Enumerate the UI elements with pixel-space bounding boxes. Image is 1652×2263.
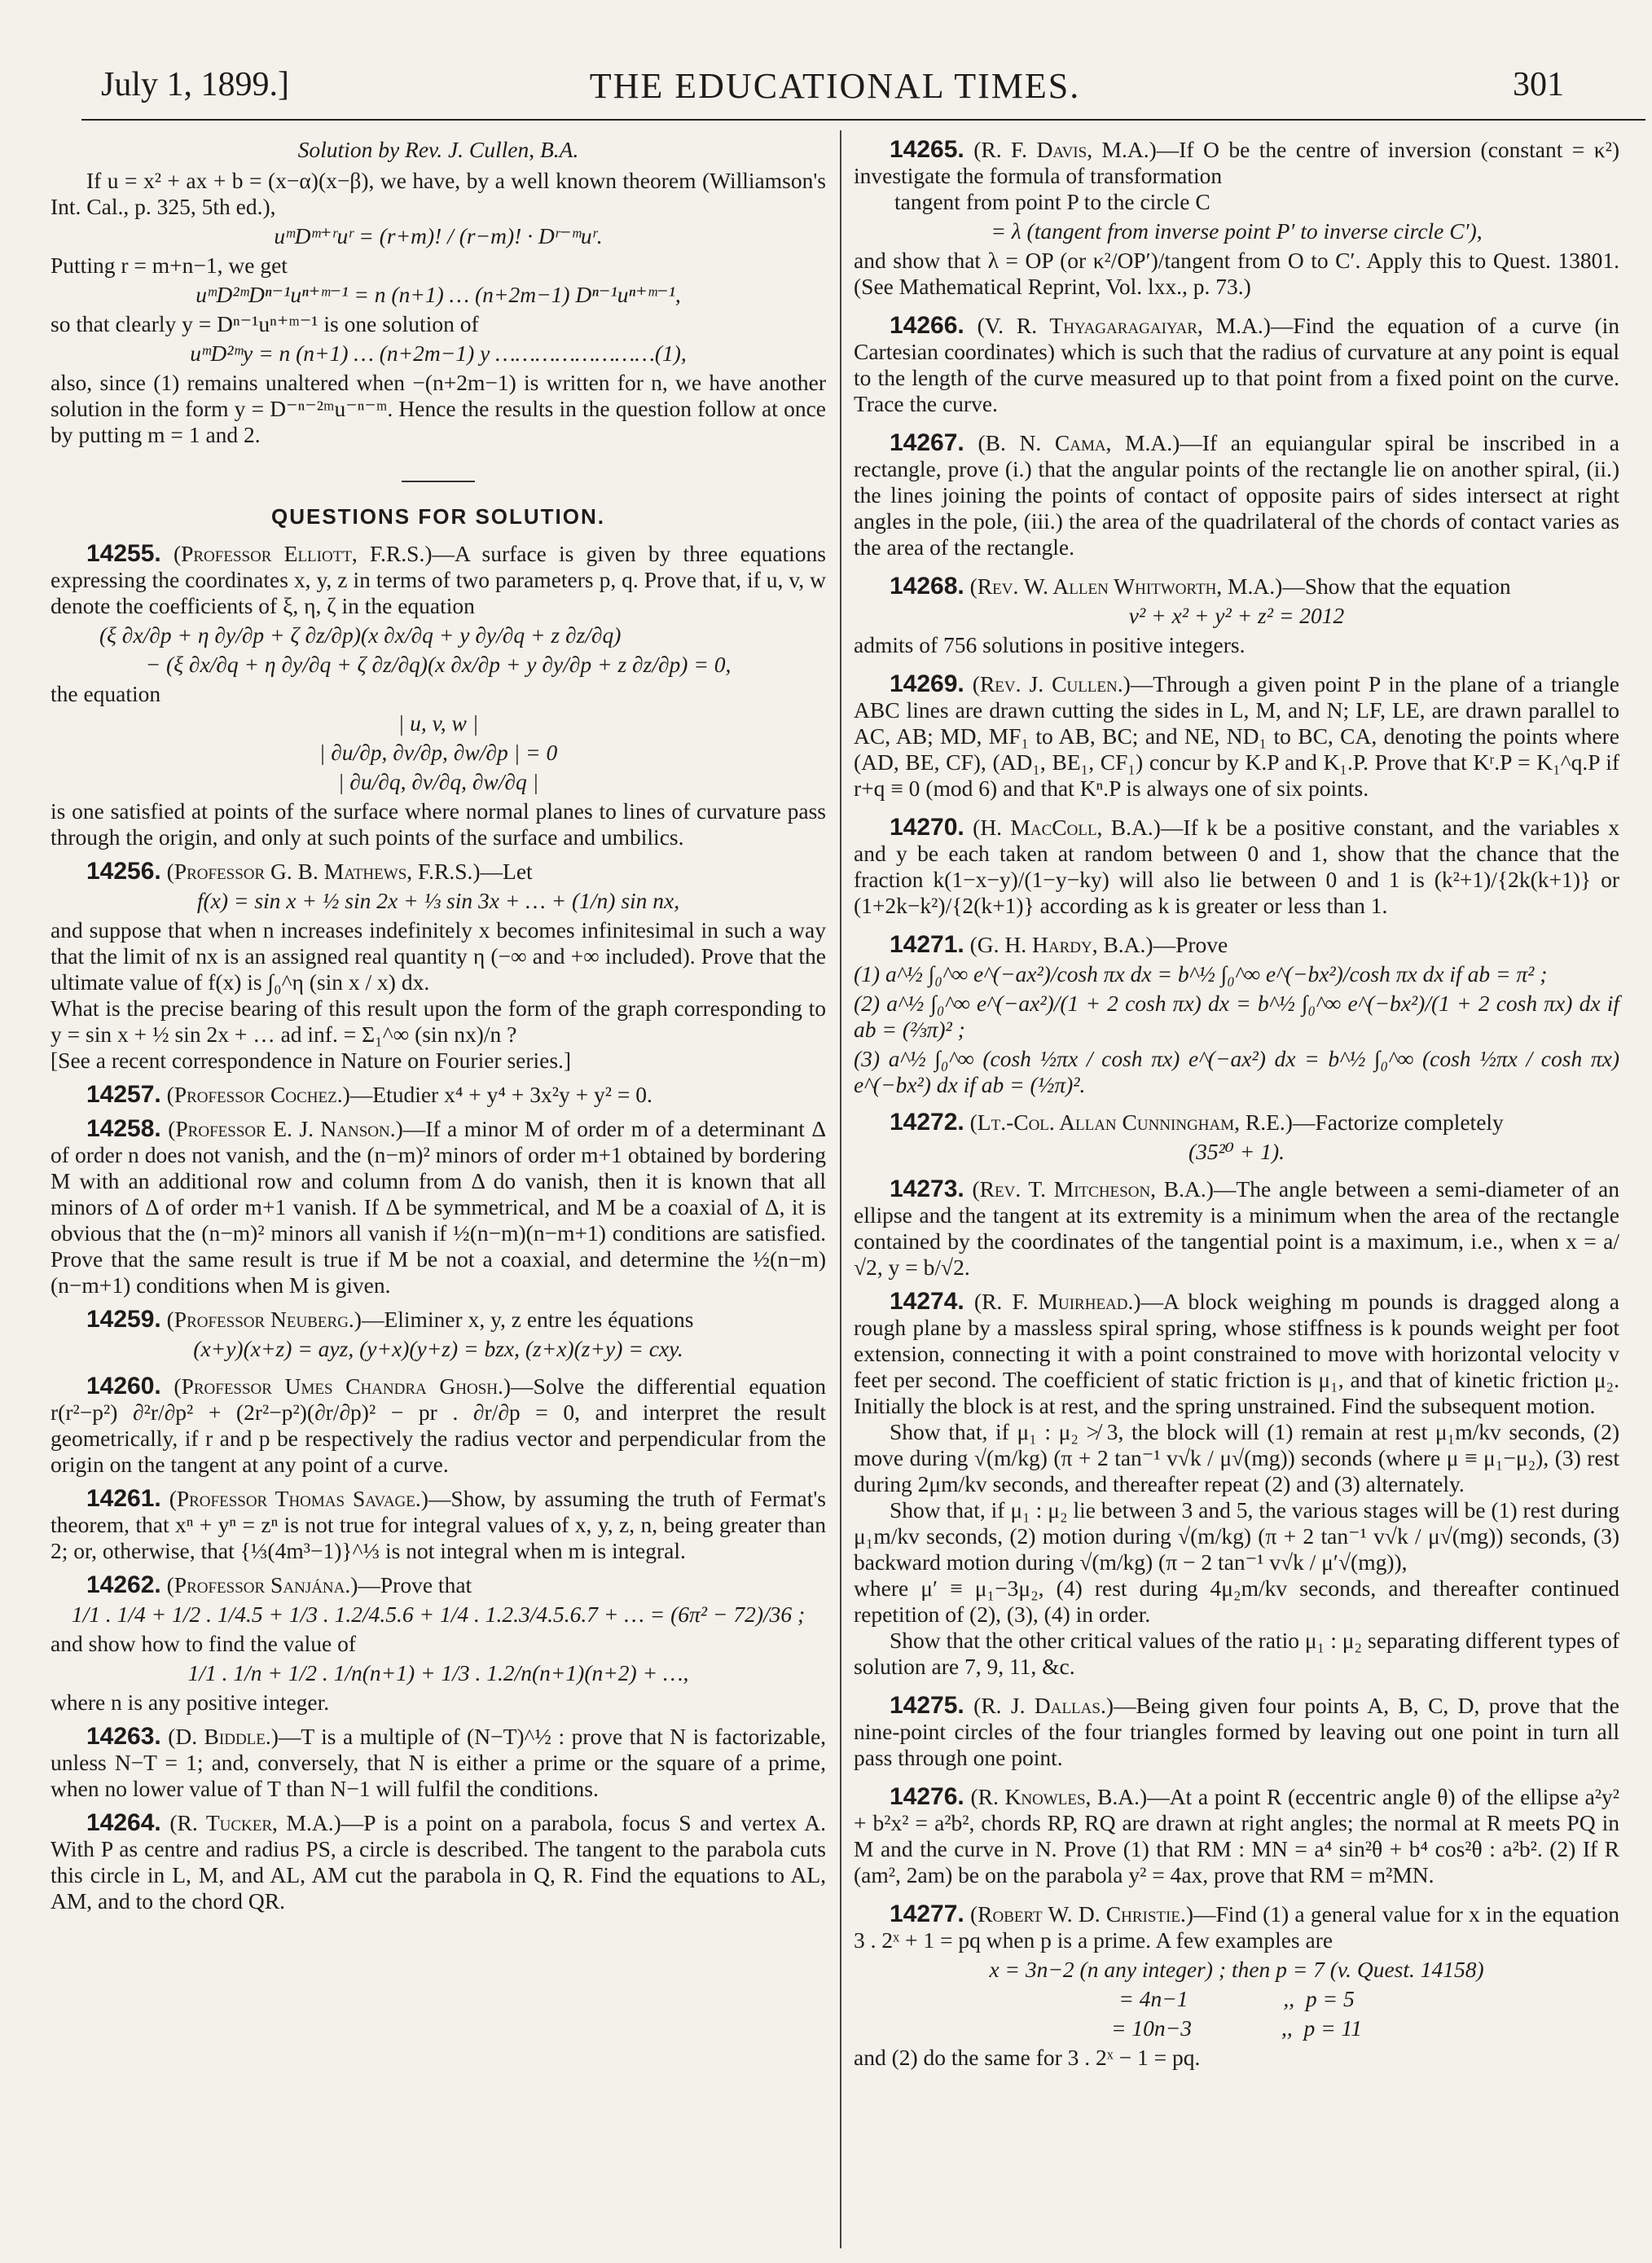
right-column (854, 137, 1619, 2071)
question-text: and (2) do the same for 3 . 2ˣ − 1 = pq. (854, 2045, 1201, 2070)
solution-paragraph: so that clearly y = Dⁿ⁻¹uⁿ⁺ᵐ⁻¹ is one solution of (51, 311, 479, 336)
question-author: (Robert W. D. Christie.) (969, 1901, 1193, 1927)
question-text: —Let (480, 859, 533, 884)
question-author: (Professor E. J. Nanson.) (168, 1116, 403, 1141)
question-text: —Show, by assuming the truth of Fermat's theorem, that xⁿ + yⁿ = zⁿ is not true for integral values of x, y, z, n, being greater than 2; or, otherwise, that {⅓(4m³−1)}^⅓ is not integral when m is integral. (51, 1486, 826, 1563)
section-heading: QUESTIONS FOR SOLUTION. (270, 504, 605, 529)
question-text: —Factorize completely (1292, 1110, 1504, 1135)
journal-title: THE EDUCATIONAL TIMES. (589, 66, 1081, 106)
question-text: Show that, if μ₁ : μ₂ lie between 3 and 5, the various stages will be (1) rest during μ₁m/kv seconds, (2) motion during √(m/kg) (π + 2 tan⁻¹ v√k / μ√(mg)) seconds, (3) backward motion during √(m/kg) (π − 2 tan⁻¹ v√k / μ′√(mg)), (854, 1497, 1619, 1575)
question-author: (G. H. Hardy, B.A.) (969, 932, 1153, 957)
question-14256 (51, 859, 826, 885)
question-author: (Professor Umes Chandra Ghosh.) (174, 1373, 512, 1399)
question-author: (Professor Sanjána.) (166, 1572, 358, 1597)
question-14273 (854, 1176, 1619, 1281)
question-number: 14277. (890, 1900, 964, 1927)
determinant-row: | u, v, w | (398, 710, 479, 736)
example-line: x = 3n−2 (n any integer) ; then p = 7 (v. Quest. 14158) (989, 1957, 1484, 1982)
question-author: (V. R. Thyagaragaiyar, M.A.) (977, 313, 1271, 338)
question-author: (Rev. W. Allen Whitworth, M.A.) (969, 573, 1283, 599)
equation-line: (ξ ∂x/∂p + η ∂y/∂p + ζ ∂z/∂p)(x ∂x/∂q + y ∂y/∂q + z ∂z/∂q) (99, 622, 622, 648)
question-number: 14259. (86, 1306, 161, 1333)
solution-paragraph: If u = x² + ax + b = (x−α)(x−β), we have, by a well known theorem (Williamson's Int. Cal., p. 325, 5th ed.), (51, 168, 826, 219)
question-text: What is the precise bearing of this result upon the form of the graph corresponding to y = sin x + ½ sin 2x + … ad inf. = Σ₁^∞ (sin nx)/n ? (51, 995, 826, 1047)
question-author: (Professor Neuberg.) (166, 1307, 362, 1332)
question-text: —If k be a positive constant, and the variables x and y be each taken at random between 0 and 1, show that the chance that the fraction k(1−x−y)/(1−y−ky) will also lie between 0 and 1 is (k²+1)/{2k(k+1)} or (1+2k−k²)/{2(k+1)} according as k is greater or less than 1. (854, 815, 1620, 918)
question-14258 (51, 1116, 826, 1298)
question-text: —Find the equation of a curve (in Cartesian coordinates) which is such that the radius of curvature at any point is equal to the length of the curve measured up to that point from a fixed point on the curve. Trace the curve. (854, 313, 1620, 416)
question-text: —Show that the equation (1282, 573, 1511, 599)
question-author: (D. Biddle.) (168, 1724, 279, 1749)
question-number: 14266. (890, 312, 964, 339)
question-14275 (854, 1693, 1619, 1771)
equation-line: f(x) = sin x + ½ sin 2x + ⅓ sin 3x + … + (1/n) sin nx, (196, 888, 680, 913)
equation-line: − (ξ ∂x/∂q + η ∂y/∂q + ζ ∂z/∂q)(x ∂x/∂p + y ∂y/∂p + z ∂z/∂p) = 0, (145, 652, 732, 677)
question-14269 (854, 671, 1619, 802)
running-header (81, 65, 1588, 122)
example-line: = 10n−3 ,, p = 11 (1110, 2015, 1362, 2041)
question-author: (Rev. T. Mitcheson, B.A.) (972, 1176, 1214, 1202)
question-text: —If O be the centre of inversion (constant = κ²) investigate the formula of transformation (854, 137, 1620, 188)
question-text: —Prove that (358, 1572, 472, 1597)
question-number: 14260. (86, 1373, 161, 1400)
question-text: Show that the other critical values of the ratio μ₁ : μ₂ separating different types of solution are 7, 9, 11, &c. (854, 1628, 1619, 1679)
solution-equation: uᵐD²ᵐy = n (n+1) … (n+2m−1) y ……………………(1), (190, 341, 687, 366)
question-14265 (854, 137, 1619, 189)
question-number: 14268. (890, 573, 964, 600)
equation-line: v² + x² + y² + z² = 2012 (1128, 603, 1345, 628)
formula-line: tangent from point P to the circle C (894, 189, 1210, 214)
solution-equation: uᵐDᵐ⁺ʳuʳ = (r+m)! / (r−m)! · Dʳ⁻ᵐuʳ. (274, 223, 603, 248)
question-14270 (854, 815, 1619, 919)
question-number: 14274. (890, 1288, 964, 1315)
question-14255 (51, 541, 826, 619)
solution-equation: uᵐD²ᵐDⁿ⁻¹uⁿ⁺ᵐ⁻¹ = n (n+1) … (n+2m−1) Dⁿ⁻¹uⁿ⁺ᵐ⁻¹, (196, 282, 681, 307)
question-author: (Lt.-Col. Allan Cunningham, R.E.) (969, 1110, 1293, 1135)
question-author: (Professor Thomas Savage.) (169, 1486, 428, 1511)
question-author: (R. F. Davis, M.A.) (973, 137, 1157, 162)
question-number: 14269. (890, 670, 964, 697)
question-14266 (854, 313, 1619, 417)
question-number: 14256. (86, 858, 161, 885)
question-text: —Prove (1153, 932, 1228, 957)
equation-line: (35²⁰ + 1). (1188, 1139, 1285, 1164)
question-text: —Being given four points A, B, C, D, prove that the nine-point circles of the four triangles formed by leaving out one point in turn all pass through one point. (854, 1693, 1619, 1770)
question-number: 14275. (890, 1692, 964, 1719)
question-14267 (854, 430, 1619, 560)
question-text: —A surface is given by three equations expressing the coordinates x, y, z in terms of two parameters p, q. Prove that, if u, v, w denote the coefficients of ξ, η, ζ in the equation (51, 541, 827, 618)
question-text: —Through a given point P in the plane of a triangle ABC lines are drawn cutting the sides in L, M, and N; LF, LE, are drawn parallel to AC, AB; MD, MF₁ to AB, BC; and NE, ND₁ to BC, CA, denoting the points where (AD, BE, CF), (AD₁, BE₁, CF₁) concur by K.P and K₁.P. Prove that Kʳ.P = K₁^q.P if r+q ≡ 0 (mod 6) and that Kⁿ.P is always one of six points. (854, 671, 1619, 801)
equation-line: 1/1 . 1/n + 1/2 . 1/n(n+1) + 1/3 . 1.2/n(n+1)(n+2) + …, (187, 1660, 689, 1685)
solution-byline: Solution by Rev. J. Cullen, B.A. (297, 137, 579, 162)
question-text: and show that λ = OP (or κ²/OP′)/tangent from O to C′. Apply this to Quest. 13801. (See Mathematical Reprint, Vol. lxx., p. 73.) (854, 248, 1619, 299)
question-text: where n is any positive integer. (51, 1690, 330, 1715)
question-14276 (854, 1784, 1619, 1888)
question-14274 (854, 1289, 1619, 1419)
question-author: (H. MacColl, B.A.) (973, 815, 1161, 840)
question-number: 14261. (86, 1485, 161, 1512)
page-number: 301 (1513, 66, 1564, 103)
equation-line: (3) a^½ ∫₀^∞ (cosh ½πx / cosh πx) e^(−ax²) dx = b^½ ∫₀^∞ (cosh ½πx / cosh πx) e^(−bx²) dx if ab = (½π)². (854, 1046, 1619, 1097)
question-number: 14258. (86, 1115, 161, 1142)
question-author: (R. F. Muirhead.) (973, 1289, 1141, 1314)
question-number: 14263. (86, 1723, 161, 1750)
question-author: (Professor Elliott, F.R.S.) (173, 541, 433, 566)
question-text: —A block weighing m pounds is dragged along a rough plane by a massless spiral spring, whose stiffness is k pounds weight per foot extension, connecting it with a point constrained to move with horizontal velocity v feet per second. The coefficient of static friction is μ₁, and that of kinetic friction μ₂. Initially the block is at rest, and the spring unstrained. Find the subsequent motion. (854, 1289, 1620, 1418)
question-author: (R. J. Dallas.) (973, 1693, 1114, 1718)
equation-label: the equation (51, 681, 161, 706)
determinant-row: | ∂u/∂q, ∂v/∂q, ∂w/∂q | (337, 769, 539, 794)
question-number: 14271. (890, 931, 964, 958)
question-text: —Solve the differential equation r(r²−p²) ∂²r/∂p² + (2r²−p²)(∂r/∂p)² − pr . ∂r/∂p = 0, and interpret the result geometrically, if r and p be respectively the radius vector and perpendicular from the origin on the tangent at any point of a curve. (51, 1373, 827, 1477)
issue-date: July 1, 1899.] (101, 66, 289, 103)
question-text: —Etudier x⁴ + y⁴ + 3x²y + y² = 0. (349, 1082, 652, 1107)
equation-line: 1/1 . 1/4 + 1/2 . 1/4.5 + 1/3 . 1.2/4.5.6 + 1/4 . 1.2.3/4.5.6.7 + … = (6π² − 72)/36 ; (71, 1602, 806, 1627)
question-author: (Professor G. B. Mathews, F.R.S.) (166, 859, 481, 884)
question-text: and show how to find the value of (51, 1631, 356, 1656)
question-14260 (51, 1373, 826, 1478)
question-text: Show that, if μ₁ : μ₂ ≯ 3, the block will (1) remain at rest μ₁m/kv seconds, (2) move during √(m/kg) (π + 2 tan⁻¹ v√k / μ√(mg)) seconds (where μ ≡ μ₁−μ₂), (3) rest during 2μm/kv seconds, and thereafter repeat (2) and (3) alternately. (854, 1419, 1619, 1496)
question-text: —The angle between a semi-diameter of an ellipse and the tangent at its extremity is a minimum when the area of the rectangle contained by the coordinates of the tangential point is a maximum, i.e., when x = a/√2, y = b/√2. (854, 1176, 1620, 1280)
question-text: and suppose that when n increases indefinitely x becomes infinitesimal in such a way that the limit of nx is an assigned real quantity η (−∞ and +∞ included). Prove that the ultimate value of f(x) is ∫₀^η (sin x / x) dx. (51, 917, 826, 995)
question-text: —Eliminer x, y, z entre les équations (361, 1307, 694, 1332)
formula-line: = λ (tangent from inverse point P′ to inverse circle C′), (991, 218, 1483, 244)
question-text: —If an equiangular spiral be inscribed in a rectangle, prove (i.) that the angular points of the rectangle lie on another spiral, (ii.) the lines joining the points of contact of opposite pairs of sides intersect at right angles in the pole, (iii.) the area of the quadrilateral of the chords of contact varies as the area of the rectangle. (854, 430, 1620, 560)
question-author: (R. Knowles, B.A.) (970, 1784, 1148, 1809)
question-number: 14257. (86, 1081, 161, 1108)
question-author: (Rev. J. Cullen.) (972, 671, 1131, 696)
question-14257 (51, 1082, 826, 1108)
question-14262 (51, 1572, 826, 1598)
question-author: (B. N. Cama, M.A.) (978, 430, 1180, 455)
question-text: where μ′ ≡ μ₁−3μ₂, (4) rest during 4μ₂m/kv seconds, and thereafter continued repetition of (2), (3), (4) in order. (854, 1575, 1619, 1627)
question-text: —P is a point on a parabola, focus S and vertex A. With P as centre and radius PS, a circle is described. The tangent to the parabola cuts this circle in L, M, and AL, AM cut the parabola in Q, R. Find the equations to AL, AM, and to the chord QR. (51, 1810, 826, 1914)
question-14272 (854, 1110, 1619, 1136)
question-number: 14265. (890, 136, 964, 163)
question-text: —Find (1) a general value for x in the equation 3 . 2ˣ + 1 = pq when p is a prime. A few examples are (854, 1901, 1620, 1953)
question-14261 (51, 1486, 826, 1564)
solution-paragraph: also, since (1) remains unaltered when −(n+2m−1) is written for n, we have another solution in the form y = D⁻ⁿ⁻²ᵐu⁻ⁿ⁻ᵐ. Hence the results in the question follow at once by putting m = 1 and 2. (51, 370, 826, 447)
question-14271 (854, 932, 1619, 958)
question-note: [See a recent correspondence in Nature on Fourier series.] (51, 1048, 572, 1073)
column-divider (840, 130, 841, 2248)
determinant-row: | ∂u/∂p, ∂v/∂p, ∂w/∂p | = 0 (319, 740, 558, 765)
header-rule (81, 119, 1645, 121)
question-text: —T is a multiple of (N−T)^½ : prove that N is factorizable, unless N−T = 1; and, conversely, that N is either a prime or the square of a prime, when no lower value of T than N−1 will fulfil the conditions. (51, 1724, 827, 1801)
question-number: 14272. (890, 1109, 964, 1136)
solution-paragraph: Putting r = m+n−1, we get (51, 253, 288, 278)
question-text: admits of 756 solutions in positive integers. (854, 632, 1246, 657)
question-text: —At a point R (eccentric angle θ) of the ellipse a²y² + b²x² = a²b², chords RP, RQ are drawn at right angles; the normal at R meets PQ in M and the curve in N. Prove (1) that RM : MN = a⁴ sin²θ + b⁴ cos²θ : a²b². (2) If R (am², 2am) be on the parabola y² = 4ax, prove that RM = m²MN. (854, 1784, 1620, 1887)
question-number: 14273. (890, 1175, 964, 1202)
question-14277 (854, 1901, 1619, 1953)
question-14264 (51, 1810, 826, 1914)
question-14268 (854, 573, 1619, 600)
question-number: 14276. (890, 1783, 964, 1810)
question-number: 14270. (890, 814, 964, 841)
question-number: 14262. (86, 1571, 161, 1598)
equation-line: (1) a^½ ∫₀^∞ e^(−ax²)/cosh πx dx = b^½ ∫₀^∞ e^(−bx²)/cosh πx dx if ab = π² ; (854, 961, 1548, 986)
section-separator (402, 481, 475, 482)
equation-line: (2) a^½ ∫₀^∞ e^(−ax²)/(1 + 2 cosh πx) dx = b^½ ∫₀^∞ e^(−bx²)/(1 + 2 cosh πx) dx if ab = (⅔π)² ; (854, 991, 1619, 1042)
example-line: = 4n−1 ,, p = 5 (1118, 1986, 1355, 2011)
question-14263 (51, 1724, 826, 1802)
equation-line: (x+y)(x+z) = ayz, (y+x)(y+z) = bzx, (z+x)(z+y) = cxy. (193, 1336, 683, 1361)
left-column (51, 137, 826, 1914)
question-number: 14267. (890, 429, 964, 456)
question-14259 (51, 1307, 826, 1333)
question-text: is one satisfied at points of the surface where normal planes to lines of curvature pass through the origin, and only at such points of the surface and umbilics. (51, 798, 826, 850)
question-author: (Professor Cochez.) (166, 1082, 350, 1107)
question-author: (R. Tucker, M.A.) (169, 1810, 341, 1835)
question-text: —If a minor M of order m of a determinant Δ of order n does not vanish, and the (n−m)² minors of order m+1 obtained by bordering M with an additional row and column from Δ do vanish, then it is known that all minors of Δ of order m+1 vanish. If Δ be symmetrical, and M be a coaxial of Δ, it is obvious that the (n−m)² minors all vanish if ½(n−m)(n−m+1) conditions are satisfied. Prove that the same result is true if M be not a coaxial, and determine the ½(n−m)(n−m+1) conditions when M is given. (51, 1116, 827, 1298)
question-number: 14255. (86, 540, 161, 567)
question-number: 14264. (86, 1809, 161, 1836)
